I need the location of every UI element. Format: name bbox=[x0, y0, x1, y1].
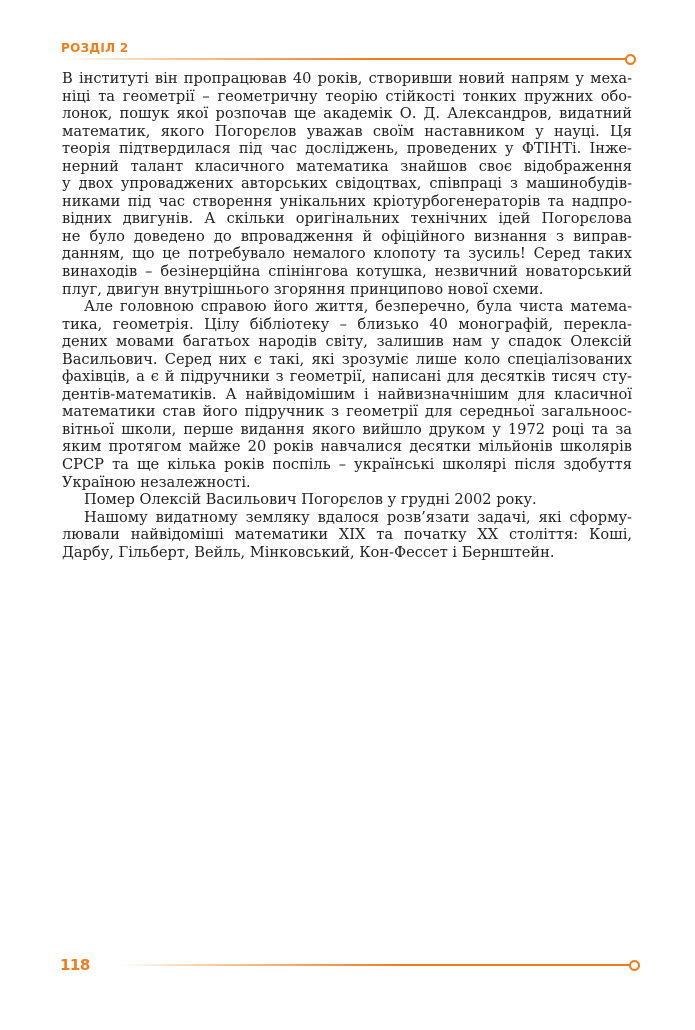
text-line: плуг, двигун внутрішнього згоряння принципово нової схеми. bbox=[62, 280, 544, 298]
text-line: не було доведено до впровадження й офіційного визнання з виправ- bbox=[62, 227, 632, 245]
footer-rule bbox=[120, 964, 630, 966]
text-line: яким протягом майже 20 років навчалися десятки мільйонів школярів bbox=[62, 438, 632, 456]
footer-ring-icon bbox=[629, 960, 640, 971]
body-text bbox=[62, 70, 632, 561]
header-rule bbox=[61, 58, 626, 60]
header-ring-icon bbox=[625, 54, 636, 65]
paragraph-4 bbox=[62, 509, 632, 562]
text-line: Васильович. Серед них є такі, які зрозуміє лише коло спеціалізованих bbox=[62, 350, 632, 368]
text-line: Помер Олексій Васильович Погорєлов у грудні 2002 року. bbox=[84, 491, 537, 509]
text-line: винаходів – безінерційна спінінгова котушка, незвичний новаторський bbox=[62, 263, 632, 281]
text-line: лювали найвідоміші математики XIX та початку XX століття: Коші, bbox=[62, 526, 632, 544]
text-line: данням, що це потребувало немалого клопоту та зусиль! Серед таких bbox=[62, 245, 632, 263]
text-line: нерний талант класичного математика знайшов своє відображення bbox=[62, 157, 632, 175]
text-line: В інституті він пропрацював 40 років, створивши новий напрям у меха- bbox=[62, 70, 632, 87]
text-line: Нашому видатному земляку вдалося розв’язати задачі, які сформу- bbox=[84, 508, 632, 526]
text-line: теорія підтвердилася під час досліджень, проведених у ФТІНТі. Інже- bbox=[62, 140, 632, 158]
text-line: ніці та геометрії – геометричну теорію стійкості тонких пружних обо- bbox=[62, 87, 632, 105]
section-label: РОЗДІЛ 2 bbox=[61, 41, 129, 55]
paragraph-2 bbox=[62, 298, 632, 491]
text-line: відних двигунів. А скільки оригінальних технічних ідей Погорєлова bbox=[62, 210, 632, 228]
text-line: дентів-математиків. А найвідомішим і найвизначнішим для класичної bbox=[62, 385, 632, 403]
text-line: фахівців, а є й підручники з геометрії, написані для десятків тисяч сту- bbox=[62, 368, 632, 386]
text-line: Україною незалежності. bbox=[62, 473, 251, 491]
text-line: СРСР та ще кілька років поспіль – українські школярі після здобуття bbox=[62, 456, 632, 474]
text-line: дених мовами багатьох народів світу, залишив нам у спадок Олексій bbox=[62, 333, 632, 351]
text-line: Але головною справою його життя, безперечно, була чиста матема- bbox=[84, 298, 632, 316]
text-line: тика, геометрія. Цілу бібліотеку – близько 40 монографій, перекла- bbox=[62, 315, 632, 333]
paragraph-3 bbox=[62, 491, 632, 509]
paragraph-1 bbox=[62, 70, 632, 298]
text-line: математик, якого Погорєлов уважав своїм наставником у науці. Ця bbox=[62, 122, 632, 140]
text-line: вітньої школи, перше видання якого вийшло друком у 1972 році та за bbox=[62, 420, 632, 438]
text-line: Дарбу, Гільберт, Вейль, Мінковський, Кон-Фессет і Бернштейн. bbox=[62, 543, 555, 561]
page-number: 118 bbox=[60, 956, 90, 974]
text-line: у двох упроваджених авторських свідоцтвах, співпраці з машинобудів- bbox=[62, 175, 632, 193]
text-line: никами під час створення унікальних кріотурбогенераторів та надпро- bbox=[62, 192, 632, 210]
text-line: математики став його підручник з геометрії для середньої загальноос- bbox=[62, 403, 632, 421]
text-line: лонок, пошук якої розпочав ще академік О. Д. Александров, видатний bbox=[62, 105, 632, 123]
